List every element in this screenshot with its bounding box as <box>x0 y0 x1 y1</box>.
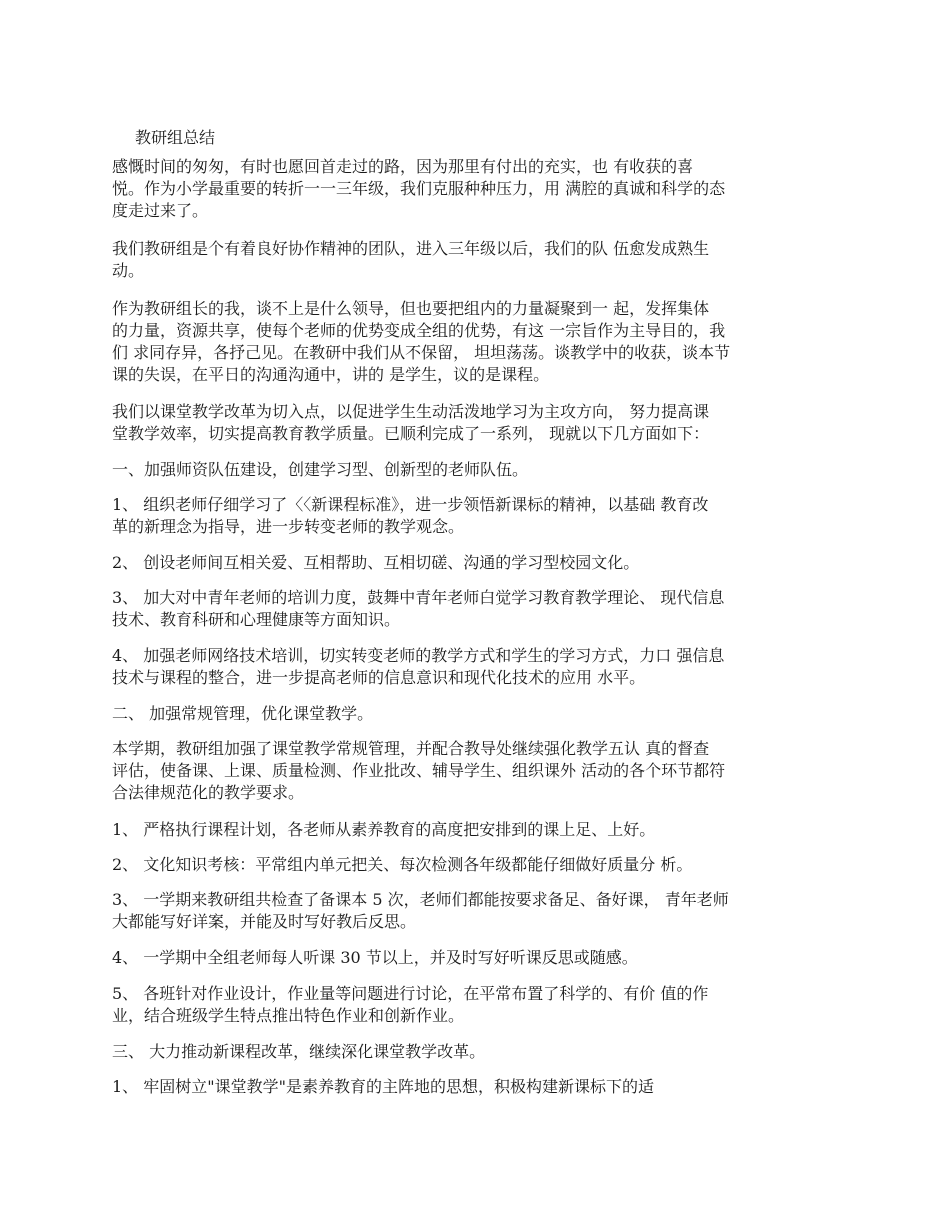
paragraph-intro <box>112 156 842 222</box>
document-title: 教研组总结 <box>135 128 216 147</box>
text-line: 1、 牢固树立"课堂教学"是素养教育的主阵地的思想，积极构建新课标下的适 <box>112 1077 654 1096</box>
text-line: 堂教学效率，切实提高教育教学质量。已顺利完成了一系列， 现就以下几方面如下： <box>112 424 710 443</box>
text-line: 动。 <box>112 261 145 280</box>
text-line: 技术与课程的整合，进一步提高老师的信息意识和现代化技术的应用 水平。 <box>112 668 646 687</box>
text-line: 技术、教育科研和心理健康等方面知识。 <box>112 610 401 629</box>
list-item <box>112 983 842 1027</box>
text-line: 二、 加强常规管理，优化课堂教学。 <box>112 704 374 723</box>
list-item <box>112 947 842 969</box>
text-line: 作为教研组长的我，谈不上是什么领导，但也要把组内的力量凝聚到一 起，发挥集体 <box>112 299 710 318</box>
text-line: 我们以课堂教学改革为切入点，以促进学生生动活泼地学习为主攻方向， 努力提高课 <box>112 402 710 421</box>
list-item <box>112 1076 842 1098</box>
text-line: 度走过来了。 <box>112 201 209 220</box>
list-item <box>112 552 842 574</box>
text-line: 2、 文化知识考核：平常组内单元把关、每次检测各年级都能仔细做好质量分 析。 <box>112 855 693 874</box>
text-line: 一、加强师资队伍建设，创建学习型、创新型的老师队伍。 <box>112 460 529 479</box>
text-line: 2、 创设老师间互相关爱、互相帮助、互相切磋、沟通的学习型校园文化。 <box>112 553 640 572</box>
text-line: 我们教研组是个有着良好协作精神的团队，进入三年级以后，我们的队 伍愈发成熟生 <box>112 239 710 258</box>
paragraph-leader <box>112 298 842 386</box>
list-item <box>112 645 842 689</box>
text-line: 本学期，教研组加强了课堂教学常规管理，并配合教导处继续强化教学五认 真的督查 <box>112 739 710 758</box>
section-heading-2 <box>112 703 842 725</box>
text-line: 业，结合班级学生特点推出特色作业和创新作业。 <box>112 1006 465 1025</box>
text-line: 4、 一学期中全组老师每人听课 30 节以上，并及时写好听课反思或随感。 <box>112 948 638 967</box>
text-line: 大都能写好详案，并能及时写好教后反思。 <box>112 912 417 931</box>
text-line: 3、 一学期来教研组共检查了备课本 5 次，老师们都能按要求备足、备好课， 青年老师 <box>112 890 729 909</box>
section-heading-1 <box>112 459 842 481</box>
paragraph-reform <box>112 401 842 445</box>
text-line: 5、 各班针对作业设计，作业量等问题进行讨论，在平常布置了科学的、有价 值的作 <box>112 984 709 1003</box>
text-line: 3、 加大对中青年老师的培训力度，鼓舞中青年老师白觉学习教育教学理论、 现代信息 <box>112 588 725 607</box>
text-line: 革的新理念为指导，进一步转变老师的教学观念。 <box>112 517 465 536</box>
text-line: 们 求同存异，各抒己见。在教研中我们从不保留， 坦坦荡荡。谈教学中的收获，谈本节 <box>112 343 731 362</box>
list-item <box>112 854 842 876</box>
list-item <box>112 889 842 933</box>
paragraph-team <box>112 238 842 282</box>
section-heading-3 <box>112 1041 842 1063</box>
text-line: 合法律规范化的教学要求。 <box>112 783 305 802</box>
text-line: 的力量，资源共享，使每个老师的优势变成全组的优势，有这 一宗旨作为主导目的，我 <box>112 321 726 340</box>
text-line: 1、 严格执行课程计划，各老师从素养教育的高度把安排到的课上足、上好。 <box>112 820 656 839</box>
text-line: 1、 组织老师仔细学习了〈〈新课程标准》，进一步领悟新课标的精神，以基础 教育改 <box>112 495 709 514</box>
list-item <box>112 819 842 841</box>
text-line: 4、 加强老师网络技术培训，切实转变老师的教学方式和学生的学习方式，力口 强信息 <box>112 646 725 665</box>
text-line: 感慨时间的匆匆，有时也愿回首走过的路，因为那里有付出的充实，也 有收获的喜 <box>112 157 694 176</box>
paragraph-term <box>112 738 842 804</box>
text-line: 课的失误，在平日的沟通沟通中，讲的 是学生，议的是课程。 <box>112 365 550 384</box>
list-item <box>112 587 842 631</box>
text-line: 悦。作为小学最重要的转折一一三年级，我们克服种种压力，用 满腔的真诚和科学的态 <box>112 179 726 198</box>
text-line: 评估，使备课、上课、质量检测、作业批改、辅导学生、组织课外 活动的各个环节都符 <box>112 761 726 780</box>
text-line: 三、 大力推动新课程改革，继续深化课堂教学改革。 <box>112 1042 486 1061</box>
list-item <box>112 494 842 538</box>
